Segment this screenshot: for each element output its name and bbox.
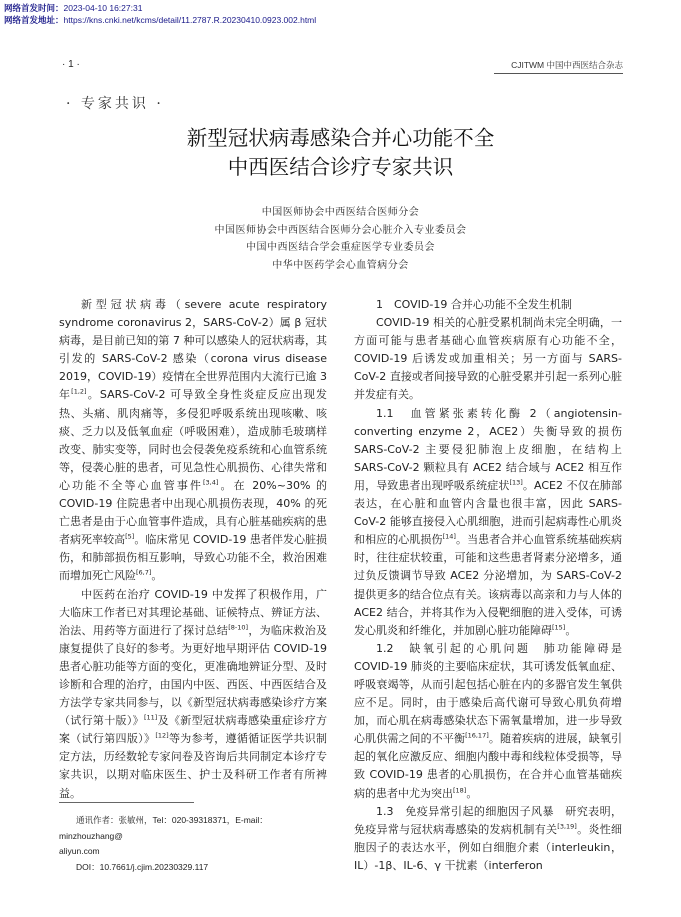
citation: [13] (509, 478, 523, 487)
citation: [3,4] (203, 478, 219, 487)
publish-address-row (4, 14, 316, 26)
intro-paragraph-1: 新型冠状病毒（severe acute respiratory syndrome coronavirus 2，SARS-CoV-2）属 β 冠状病毒，是目前已知的第 7 种可以感染人的冠状病毒，其引发的 SARS-CoV-2 感染（corona virus disease 2019，COVID-19）疫情在全世界范围内大流行已逾 3 年[1,2]。SARS-CoV-2 可导致全身性炎症反应出现发热、头痛、肌肉痛等，多侵犯呼吸系统出现咳嗽、咳痰、乏力以及低氧血症（呼吸困难），造成肺毛玻璃样改变、肺实变等，同时也会侵袭免疫系统和心血管系统等，侵袭心脏的患者，可见急性心肌损伤、心律失常和心功能不全等心血管事件[3,4]。在 20%~30% 的 COVID-19 住院患者中出现心肌损伤表现，40% 的死亡患者是由于心血管事件造成，具有心脏基础疾病的患者病死率较高[5]。临床常见 COVID-19 患者伴发心脏损伤，和肺部损伤相互影响，导致心功能不全，救治困难而增加死亡风险[6,7]。 (59, 298, 328, 583)
right-column (354, 296, 633, 875)
citation: [11] (144, 713, 158, 722)
organization: 中国医师协会中西医结合医师分会 (261, 207, 420, 218)
subsection-1-3: 1.3 免疫异常引起的细胞因子风暴 研究表明，免疫异常与冠状病毒感染的发病机制有关[3,19]。炎性细胞因子的表达水平，例如白细胞介素（interleukin，IL）-1β、IL-6、γ 干扰素（interferon (354, 804, 623, 872)
publish-time-value: 2023-04-10 16:27:31 (63, 3, 143, 13)
title-line-2: 中西医结合诊疗专家共识 (227, 155, 454, 179)
publish-time-label: 网络首发时间： (4, 3, 64, 13)
publish-address-link[interactable]: https://kns.cnki.net/kcms/detail/11.2787.R.20230410.0923.002.html (63, 15, 317, 25)
header-rule (494, 73, 623, 74)
page-number: · 1 · (62, 59, 80, 70)
corresponding-author: 通讯作者：张敏州，Tel：020-39318371，E-mail：minzhouzhang@ (59, 815, 268, 841)
subsection-1-2: 1.2 缺氧引起的心肌问题 肺功能障碍是 COVID-19 肺炎的主要临床症状，其可诱发低氧血症、呼吸衰竭等，从而引起包括心脏在内的多器官发生氧供应不足。同时，由于感染后高代谢可导致心肌负荷增加，而心肌在病毒感染状态下需氧量增加，进一步导致心肌供需之间的不平衡[16,17]。随着疾病的进展，缺氧引起的氧化应激反应、细胞内酸中毒和线粒体受损等，导致 COVID-19 患者的心肌损伤，在合并心血管基础疾病的患者中尤为突出[18]。 (354, 641, 623, 800)
section-label: · 专家共识 · (66, 96, 164, 112)
citation: [8-10] (228, 623, 249, 632)
subsection-1-1: 1.1 血管紧张素转化酶 2（angiotensin-converting enzyme 2，ACE2）失衡导致的损伤 SARS-CoV-2 主要侵犯肺泡上皮细胞，在结构上 SARS-CoV-2 颗粒具有 ACE2 结合域与 ACE2 相互作用，导致患者出现呼吸系统症状[13]。ACE2 不仅在肺部表达，在心脏和血管内含量也很丰富，因此 SARS-CoV-2 能够直接侵入心肌细胞，进而引起病毒性心肌炎和相应的心肌损伤[14]。当患者合并心血管系统基础疾病时，往往症状较重，可能和这些患者肾素分泌增多，通过负反馈调节导致 ACE2 分泌增加，为 SARS-CoV-2 提供更多的结合位点有关。该病毒以高亲和力与人体的 ACE2 结合，并将其作为入侵靶细胞的进入受体，可诱发心肌炎和纤维化，并加剧心脏功能障碍[15]。 (354, 406, 633, 637)
left-column (59, 296, 327, 803)
citation: [16,17] (465, 731, 489, 740)
organization: 中国医师协会中西医结合医师分会心脏介入专业委员会 (214, 224, 467, 236)
organization: 中华中医药学会心血管病分会 (272, 259, 409, 271)
intro-paragraph-2: 中医药在治疗 COVID-19 中发挥了积极作用，广大临床工作者已对其理论基础、证候特点、辨证方法、治法、用药等方面进行了探讨总结[8-10]，为临床救治及康复提供了良好的参考。为更好地早期评估 COVID-19 患者心脏功能等方面的变化，更准确地辨证分型、及时诊断和合理的治疗，由国内中医、西医、中西医结合及方法学专家共同参与，以《新型冠状病毒感染诊疗方案（试行第十版）》[11]及《新型冠状病毒感染重症诊疗方案（试行第四版）》[12]等为参考，遵循循证医学共识制定方法，历经数轮专家问卷及咨询后共同制定本诊疗专家共识，以期对临床医生、护士及科研工作者有所裨益。 (59, 587, 328, 800)
citation: [3,19] (557, 822, 577, 831)
doi: DOI：10.7661/j.cjim.20230329.117 (76, 861, 209, 872)
corresponding-author-email-cont: aliyun.com (59, 846, 100, 856)
citation: [15] (552, 623, 566, 632)
body-paragraph: COVID-19 相关的心脏受累机制尚未完全明确，一方面可能与患者基础心血管疾病原有心功能不全，COVID-19 后诱发或加重相关；另一方面与 SARS-CoV-2 直接或者间接导致的心脏受累并引起一系列心脏并发症有关。 (354, 316, 622, 402)
journal-name: CJITWM 中国中西医结合杂志 (511, 60, 623, 70)
publish-time-row (4, 2, 316, 14)
footnote (59, 813, 329, 875)
citation: [12] (155, 731, 169, 740)
article-title (0, 124, 681, 182)
title-line-1: 新型冠状病毒感染合并心功能不全 (186, 126, 495, 150)
publish-address-label: 网络首发地址： (4, 15, 64, 25)
citation: [6,7] (136, 568, 152, 577)
author-organizations (0, 204, 681, 274)
citation: [5] (125, 532, 135, 541)
section-heading-1: 1 COVID-19 合并心功能不全发生机制 (376, 298, 572, 311)
footnote-rule (59, 802, 194, 803)
citation: [1,2] (71, 387, 87, 396)
organization: 中国中西医结合学会重症医学专业委员会 (246, 242, 435, 253)
download-banner (4, 2, 316, 26)
citation: [18] (453, 785, 467, 794)
citation: [14] (442, 532, 456, 541)
